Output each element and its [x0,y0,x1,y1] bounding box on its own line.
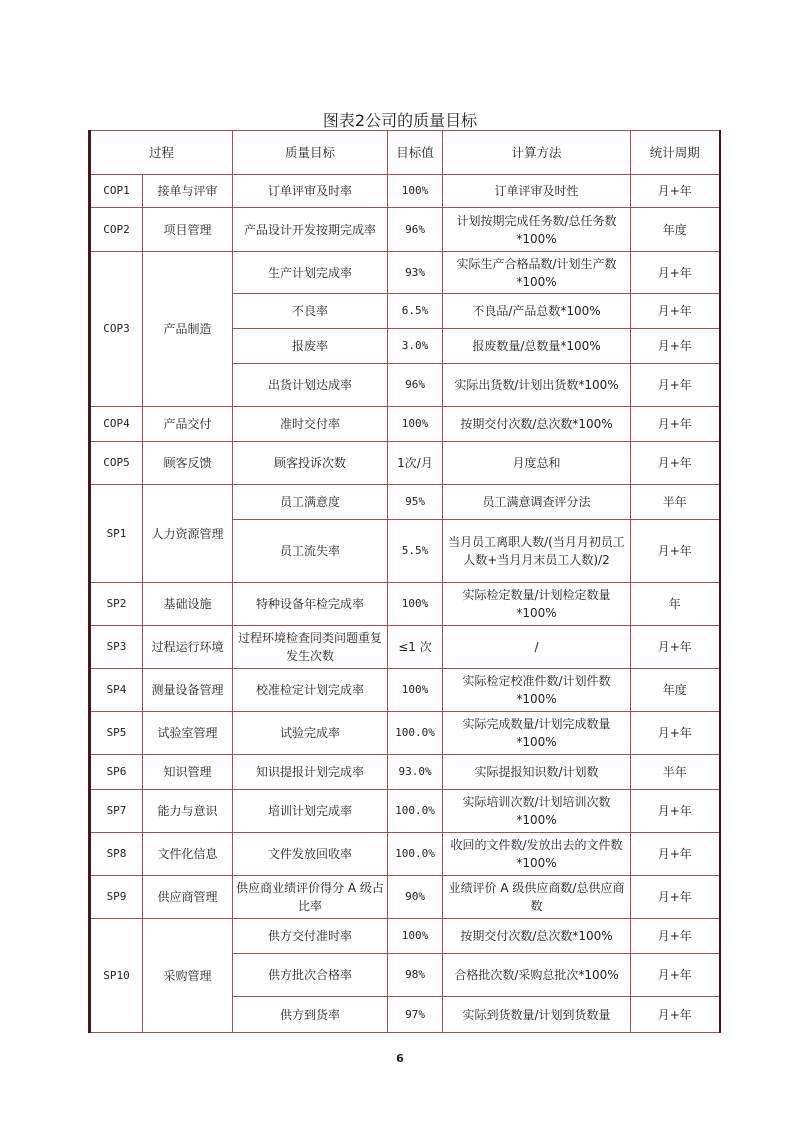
process-name: 接单与评审 [143,175,233,208]
period-cell: 年度 [631,208,720,252]
process-name: 人力资源管理 [143,485,233,583]
page-number: 6 [396,1052,404,1065]
period-cell: 月+年 [631,329,720,364]
process-code: COP3 [90,252,143,407]
process-name: 过程运行环境 [143,626,233,669]
objective-cell: 生产计划完成率 [233,252,388,294]
process-code: COP5 [90,442,143,485]
process-code: COP2 [90,208,143,252]
period-cell: 月+年 [631,712,720,755]
method-cell: 实际生产合格品数/计划生产数*100% [443,252,631,294]
objective-cell: 供方交付准时率 [233,919,388,954]
period-cell: 月+年 [631,997,720,1033]
objective-cell: 校准检定计划完成率 [233,669,388,712]
target-cell: 6.5% [388,294,443,329]
period-cell: 月+年 [631,364,720,407]
header-method: 计算方法 [443,131,631,175]
method-cell: 实际培训次数/计划培训次数*100% [443,790,631,833]
quality-objectives-table [88,130,721,1033]
target-cell: 100.0% [388,790,443,833]
period-cell: 月+年 [631,626,720,669]
table-row [90,407,720,442]
quality-objectives-table-wrap [88,130,718,1033]
period-cell: 月+年 [631,442,720,485]
target-cell: 100% [388,669,443,712]
method-cell: 当月员工离职人数/(当月月初员工人数+当月月末员工人数)/2 [443,520,631,583]
objective-cell: 报废率 [233,329,388,364]
target-cell: 100% [388,407,443,442]
method-cell: 月度总和 [443,442,631,485]
objective-cell: 特种设备年检完成率 [233,583,388,626]
table-title: 图表2公司的质量目标 [322,111,478,130]
period-cell: 半年 [631,485,720,520]
header-target: 目标值 [388,131,443,175]
target-cell: 100% [388,919,443,954]
objective-cell: 订单评审及时率 [233,175,388,208]
process-code: COP4 [90,407,143,442]
process-code: SP9 [90,876,143,919]
table-header-row [90,131,720,175]
target-cell: 96% [388,364,443,407]
target-cell: 100.0% [388,833,443,876]
method-cell: 订单评审及时性 [443,175,631,208]
period-cell: 月+年 [631,294,720,329]
table-row [90,626,720,669]
method-cell: 员工满意调查评分法 [443,485,631,520]
target-cell: 95% [388,485,443,520]
period-cell: 月+年 [631,919,720,954]
process-code: SP5 [90,712,143,755]
target-cell: 93.0% [388,755,443,790]
table-row [90,755,720,790]
process-code: SP2 [90,583,143,626]
method-cell: 按期交付次数/总次数*100% [443,919,631,954]
objective-cell: 供方到货率 [233,997,388,1033]
target-cell: 100.0% [388,712,443,755]
method-cell: 合格批次数/采购总批次*100% [443,954,631,997]
target-cell: ≤1 次 [388,626,443,669]
objective-cell: 培训计划完成率 [233,790,388,833]
table-row [90,175,720,208]
objective-cell: 供应商业绩评价得分 A 级占比率 [233,876,388,919]
table-row [90,790,720,833]
method-cell: 实际检定校准件数/计划件数*100% [443,669,631,712]
method-cell: 实际出货数/计划出货数*100% [443,364,631,407]
objective-cell: 员工满意度 [233,485,388,520]
method-cell: 报废数量/总数量*100% [443,329,631,364]
method-cell: 不良品/产品总数*100% [443,294,631,329]
target-cell: 90% [388,876,443,919]
table-row [90,833,720,876]
objective-cell: 试验完成率 [233,712,388,755]
table-row [90,919,720,954]
target-cell: 100% [388,175,443,208]
method-cell: 按期交付次数/总次数*100% [443,407,631,442]
table-row [90,252,720,294]
period-cell: 月+年 [631,954,720,997]
table-row [90,442,720,485]
objective-cell: 产品设计开发按期完成率 [233,208,388,252]
target-cell: 1次/月 [388,442,443,485]
period-cell: 月+年 [631,876,720,919]
target-cell: 96% [388,208,443,252]
period-cell: 月+年 [631,790,720,833]
process-code: SP6 [90,755,143,790]
method-cell: 实际完成数量/计划完成数量*100% [443,712,631,755]
process-name: 测量设备管理 [143,669,233,712]
process-name: 文件化信息 [143,833,233,876]
method-cell: 实际检定数量/计划检定数量*100% [443,583,631,626]
header-process: 过程 [90,131,233,175]
period-cell: 年度 [631,669,720,712]
table-row [90,583,720,626]
objective-cell: 过程环境检查同类问题重复发生次数 [233,626,388,669]
objective-cell: 员工流失率 [233,520,388,583]
table-row [90,669,720,712]
process-name: 能力与意识 [143,790,233,833]
target-cell: 98% [388,954,443,997]
target-cell: 100% [388,583,443,626]
table-row [90,485,720,520]
process-name: 产品交付 [143,407,233,442]
period-cell: 半年 [631,755,720,790]
method-cell: 收回的文件数/发放出去的文件数*100% [443,833,631,876]
method-cell: 计划按期完成任务数/总任务数*100% [443,208,631,252]
period-cell: 月+年 [631,833,720,876]
period-cell: 年 [631,583,720,626]
period-cell: 月+年 [631,252,720,294]
target-cell: 3.0% [388,329,443,364]
objective-cell: 供方批次合格率 [233,954,388,997]
method-cell: / [443,626,631,669]
objective-cell: 出货计划达成率 [233,364,388,407]
process-name: 知识管理 [143,755,233,790]
objective-cell: 准时交付率 [233,407,388,442]
target-cell: 5.5% [388,520,443,583]
objective-cell: 顾客投诉次数 [233,442,388,485]
process-code: SP3 [90,626,143,669]
process-code: SP1 [90,485,143,583]
target-cell: 93% [388,252,443,294]
table-row [90,712,720,755]
process-name: 试验室管理 [143,712,233,755]
target-cell: 97% [388,997,443,1033]
objective-cell: 知识提报计划完成率 [233,755,388,790]
header-period: 统计周期 [631,131,720,175]
method-cell: 业绩评价 A 级供应商数/总供应商数 [443,876,631,919]
process-name: 基础设施 [143,583,233,626]
table-row [90,208,720,252]
process-code: SP8 [90,833,143,876]
process-code: SP10 [90,919,143,1033]
method-cell: 实际到货数量/计划到货数量 [443,997,631,1033]
process-code: SP7 [90,790,143,833]
objective-cell: 文件发放回收率 [233,833,388,876]
period-cell: 月+年 [631,175,720,208]
process-name: 项目管理 [143,208,233,252]
process-name: 顾客反馈 [143,442,233,485]
period-cell: 月+年 [631,407,720,442]
process-name: 采购管理 [143,919,233,1033]
header-objective: 质量目标 [233,131,388,175]
table-row [90,876,720,919]
process-name: 供应商管理 [143,876,233,919]
process-code: SP4 [90,669,143,712]
process-code: COP1 [90,175,143,208]
method-cell: 实际提报知识数/计划数 [443,755,631,790]
process-name: 产品制造 [143,252,233,407]
objective-cell: 不良率 [233,294,388,329]
period-cell: 月+年 [631,520,720,583]
